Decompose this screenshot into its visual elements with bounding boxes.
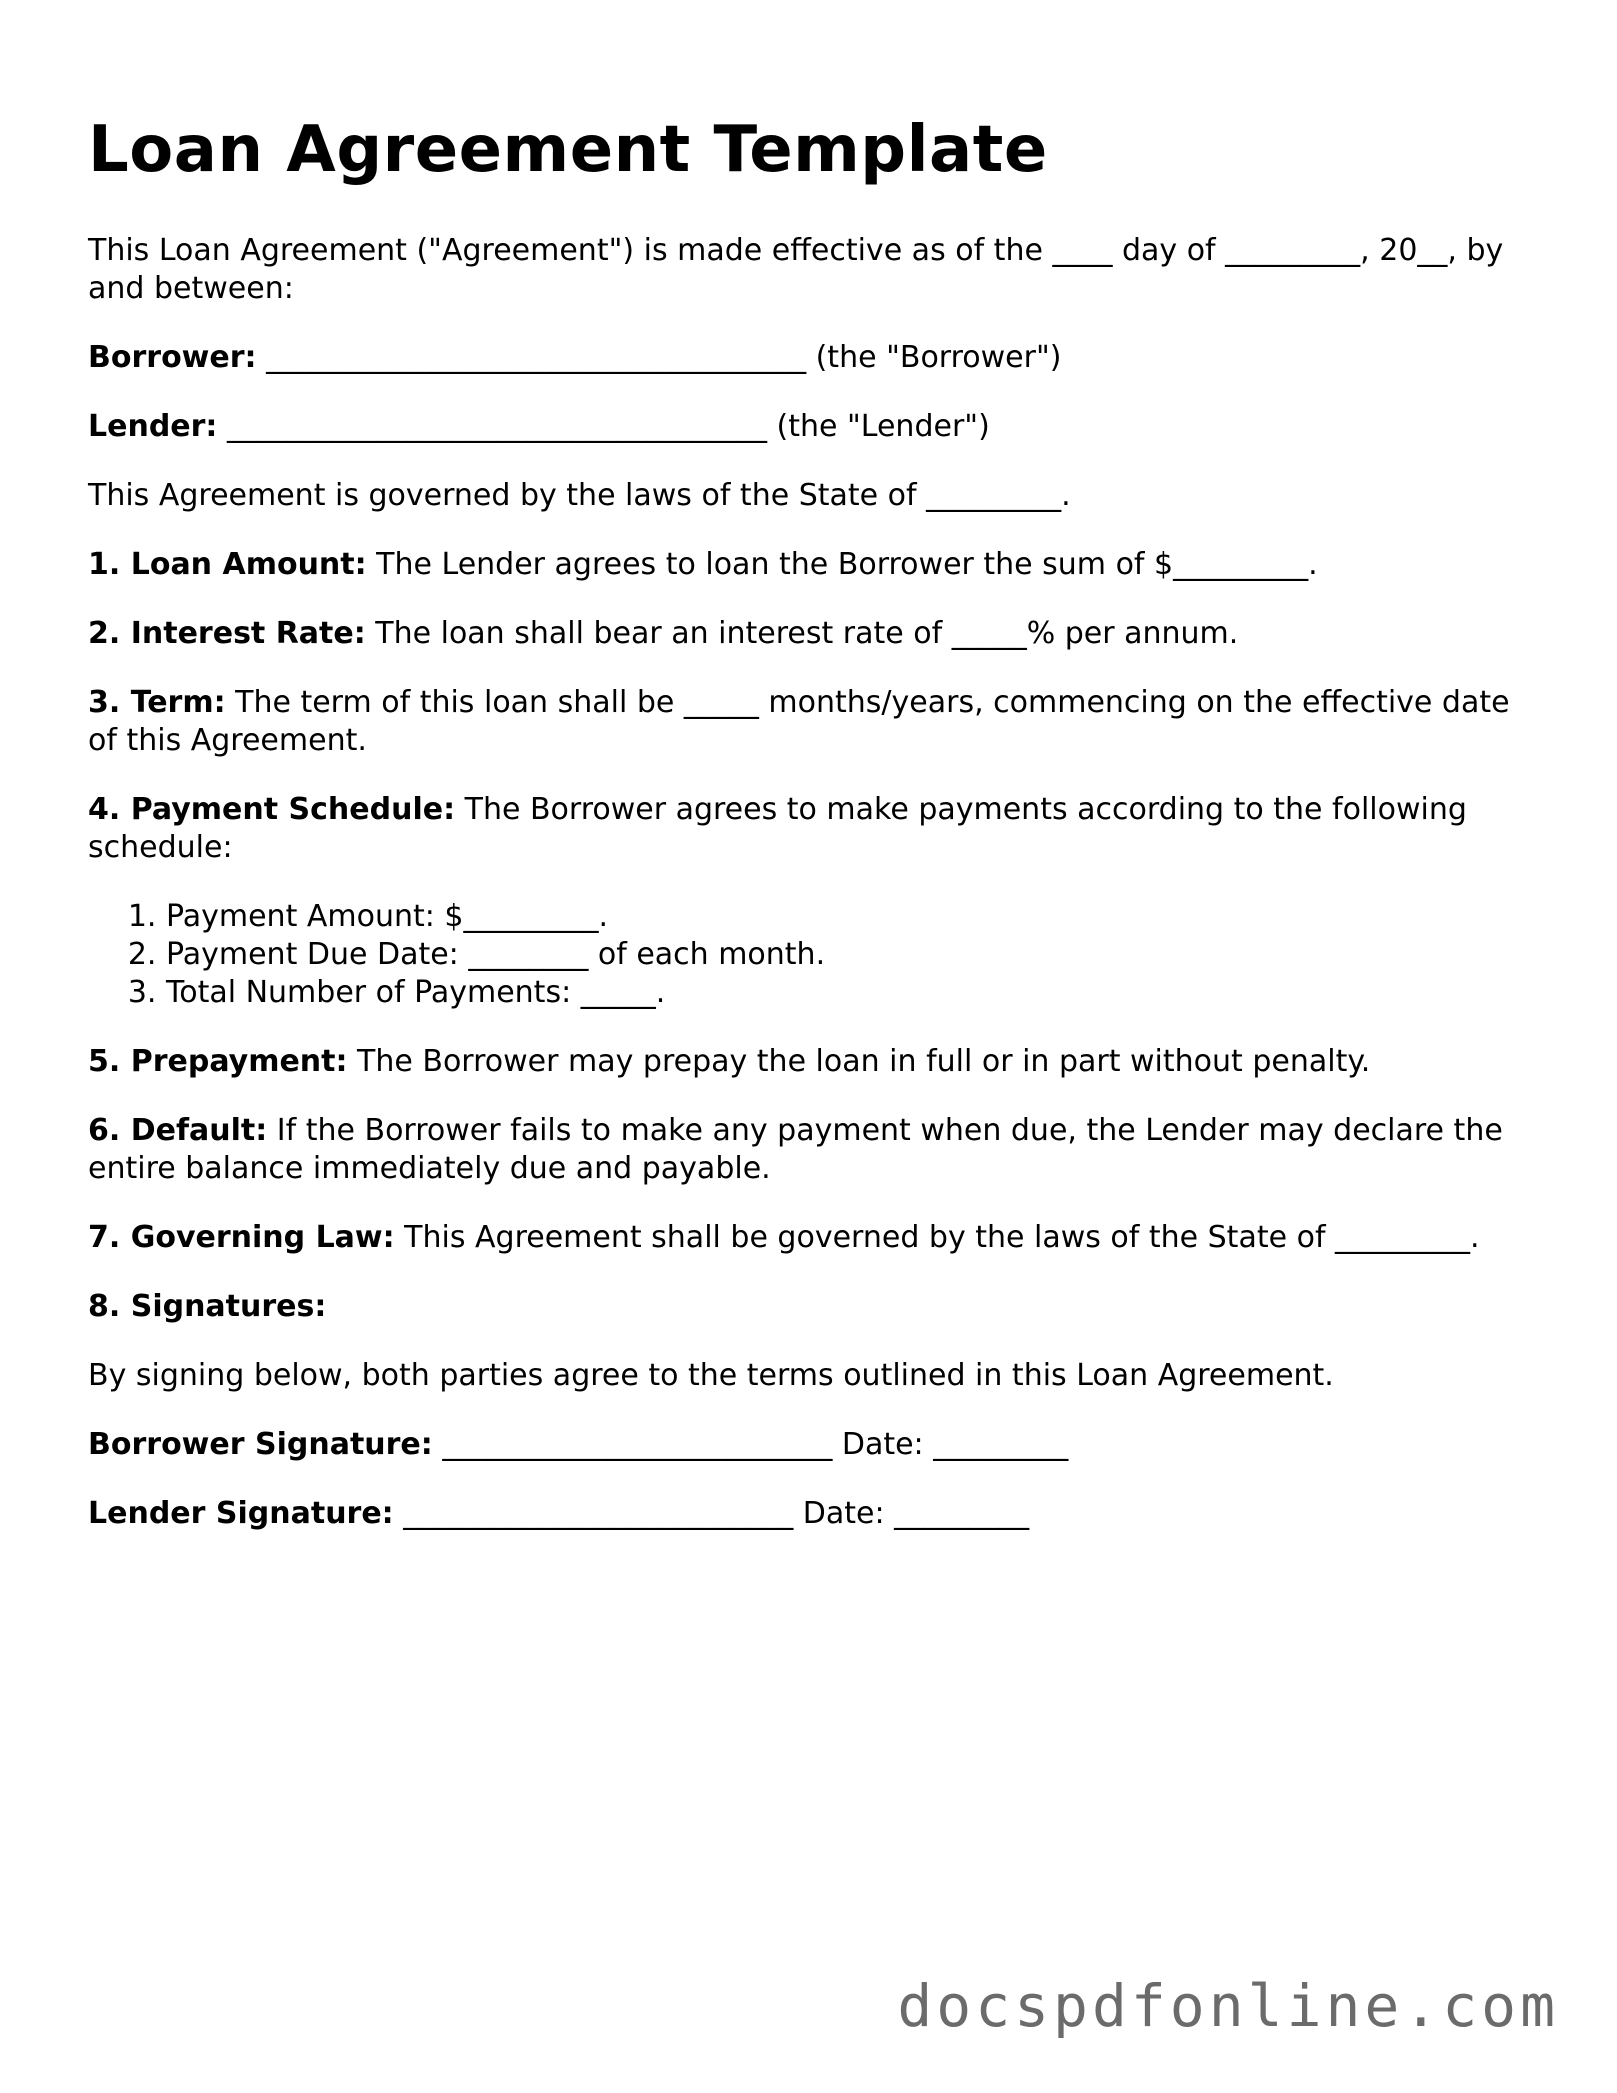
list-item: 1. Payment Amount: $_________. [166,898,1528,936]
borrower-label: Borrower: [88,340,257,375]
section-label: 6. Default: [88,1113,268,1148]
borrower-blank: ____________________________________ (the "Borrower") [256,340,1062,375]
section-payment-schedule [88,791,1528,867]
section-label: 2. Interest Rate: [88,616,366,651]
document-page [88,108,1528,1564]
section-text: The loan shall bear an interest rate of _____% per annum. [365,616,1239,651]
borrower-signature-line [88,1426,1528,1464]
lender-label: Lender: [88,409,218,444]
footer-brand-watermark: docspdfonline.com [897,1972,1559,2040]
governed-paragraph: This Agreement is governed by the laws of the State of _________. [88,478,1071,513]
document-title: Loan Agreement Template [88,113,1048,187]
section-text: The Borrower agrees to make payments according to the following schedule: [88,792,1467,865]
section-text: The Borrower may prepay the loan in full or in part without penalty. [347,1044,1371,1079]
section-text: The term of this loan shall be _____ months/years, commencing on the effective date of this Agreement. [88,685,1510,758]
lender-line [88,408,1528,446]
section-signatures [88,1288,1528,1326]
list-item: 3. Total Number of Payments: _____. [166,974,1528,1012]
section-term [88,684,1528,760]
signing-statement: By signing below, both parties agree to the terms outlined in this Loan Agreement. [88,1358,1334,1393]
section-label: 4. Payment Schedule: [88,792,456,827]
section-label: 5. Prepayment: [88,1044,348,1079]
lender-signature-line [88,1495,1528,1533]
intro-paragraph: This Loan Agreement ("Agreement") is made effective as of the ____ day of _________, 20__, by and between: [88,233,1504,306]
section-text: If the Borrower fails to make any payment when due, the Lender may declare the entire balance immediately due and payable. [88,1113,1503,1186]
section-label: 8. Signatures: [88,1289,327,1324]
section-loan-amount [88,546,1528,584]
section-label: 1. Loan Amount: [88,547,367,582]
section-default [88,1112,1528,1188]
borrower-line [88,339,1528,377]
section-interest-rate [88,615,1528,653]
section-label: 3. Term: [88,685,226,720]
lender-blank: ____________________________________ (the "Lender") [217,409,990,444]
section-label: 7. Governing Law: [88,1220,395,1255]
payment-schedule-list [88,898,1528,1012]
lender-signature-blank: __________________________ Date: _________ [393,1496,1030,1531]
section-text: The Lender agrees to loan the Borrower the sum of $_________. [366,547,1318,582]
section-governing-law [88,1219,1528,1257]
list-item: 2. Payment Due Date: ________ of each month. [166,936,1528,974]
borrower-signature-label: Borrower Signature: [88,1427,433,1462]
section-prepayment [88,1043,1528,1081]
section-text: This Agreement shall be governed by the laws of the State of _________. [394,1220,1480,1255]
borrower-signature-blank: __________________________ Date: _________ [432,1427,1069,1462]
lender-signature-label: Lender Signature: [88,1496,394,1531]
